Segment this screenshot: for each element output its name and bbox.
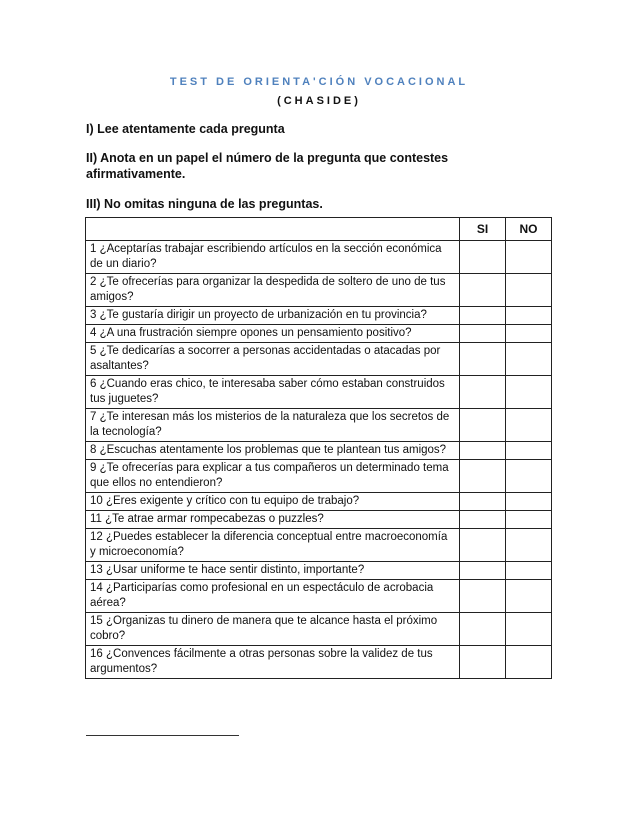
table-row <box>86 307 552 325</box>
question-text: 12 ¿Puedes establecer la diferencia conceptual entre macroeconomía y microeconomía? <box>86 529 460 562</box>
questions-body <box>86 241 552 679</box>
no-answer-cell[interactable] <box>506 646 552 679</box>
document-title: TEST DE ORIENTA'CIÓN VOCACIONAL <box>169 76 469 88</box>
no-answer-cell[interactable] <box>506 343 552 376</box>
no-column-header: NO <box>506 218 552 241</box>
instruction-1: I) Lee atentamente cada pregunta <box>86 122 285 136</box>
table-row <box>86 376 552 409</box>
table-row <box>86 646 552 679</box>
no-answer-cell[interactable] <box>506 241 552 274</box>
no-answer-cell[interactable] <box>506 274 552 307</box>
question-text: 4 ¿A una frustración siempre opones un pensamiento positivo? <box>86 325 460 343</box>
table-row <box>86 442 552 460</box>
si-answer-cell[interactable] <box>460 460 506 493</box>
si-answer-cell[interactable] <box>460 274 506 307</box>
table-row <box>86 511 552 529</box>
no-answer-cell[interactable] <box>506 613 552 646</box>
question-text: 14 ¿Participarías como profesional en un espectáculo de acrobacia aérea? <box>86 580 460 613</box>
si-answer-cell[interactable] <box>460 511 506 529</box>
table-row <box>86 325 552 343</box>
si-answer-cell[interactable] <box>460 409 506 442</box>
si-answer-cell[interactable] <box>460 562 506 580</box>
question-text: 7 ¿Te interesan más los misterios de la naturaleza que los secretos de la tecnología? <box>86 409 460 442</box>
no-answer-cell[interactable] <box>506 325 552 343</box>
question-text: 5 ¿Te dedicarías a socorrer a personas accidentadas o atacadas por asaltantes? <box>86 343 460 376</box>
si-column-header: SI <box>460 218 506 241</box>
no-answer-cell[interactable] <box>506 376 552 409</box>
question-text: 6 ¿Cuando eras chico, te interesaba saber cómo estaban construidos tus juguetes? <box>86 376 460 409</box>
si-answer-cell[interactable] <box>460 529 506 562</box>
table-row <box>86 493 552 511</box>
questions-table <box>85 217 552 679</box>
footnote-separator <box>86 735 239 736</box>
table-row <box>86 460 552 493</box>
question-text: 8 ¿Escuchas atentamente los problemas que te plantean tus amigos? <box>86 442 460 460</box>
si-answer-cell[interactable] <box>460 343 506 376</box>
question-text: 15 ¿Organizas tu dinero de manera que te alcance hasta el próximo cobro? <box>86 613 460 646</box>
si-answer-cell[interactable] <box>460 580 506 613</box>
question-text: 10 ¿Eres exigente y crítico con tu equipo de trabajo? <box>86 493 460 511</box>
no-answer-cell[interactable] <box>506 511 552 529</box>
si-answer-cell[interactable] <box>460 325 506 343</box>
question-text: 2 ¿Te ofrecerías para organizar la despedida de soltero de uno de tus amigos? <box>86 274 460 307</box>
table-row <box>86 343 552 376</box>
instruction-2: II) Anota en un papel el número de la pregunta que contestes afirmativamente. <box>86 151 449 181</box>
no-answer-cell[interactable] <box>506 562 552 580</box>
question-column-header <box>86 218 460 241</box>
si-answer-cell[interactable] <box>460 493 506 511</box>
si-answer-cell[interactable] <box>460 241 506 274</box>
document-subtitle: (CHASIDE) <box>277 95 361 107</box>
question-text: 11 ¿Te atrae armar rompecabezas o puzzles? <box>86 511 460 529</box>
si-answer-cell[interactable] <box>460 442 506 460</box>
table-row <box>86 529 552 562</box>
no-answer-cell[interactable] <box>506 409 552 442</box>
si-answer-cell[interactable] <box>460 307 506 325</box>
no-answer-cell[interactable] <box>506 580 552 613</box>
no-answer-cell[interactable] <box>506 529 552 562</box>
instruction-3: III) No omitas ninguna de las preguntas. <box>86 197 323 211</box>
table-row <box>86 274 552 307</box>
no-answer-cell[interactable] <box>506 493 552 511</box>
question-text: 1 ¿Aceptarías trabajar escribiendo artículos en la sección económica de un diario? <box>86 241 460 274</box>
table-row <box>86 562 552 580</box>
table-header-row <box>86 218 552 241</box>
table-row <box>86 580 552 613</box>
si-answer-cell[interactable] <box>460 646 506 679</box>
table-row <box>86 409 552 442</box>
no-answer-cell[interactable] <box>506 460 552 493</box>
no-answer-cell[interactable] <box>506 307 552 325</box>
table-row <box>86 613 552 646</box>
table-row <box>86 241 552 274</box>
question-text: 13 ¿Usar uniforme te hace sentir distinto, importante? <box>86 562 460 580</box>
si-answer-cell[interactable] <box>460 613 506 646</box>
question-text: 3 ¿Te gustaría dirigir un proyecto de urbanización en tu provincia? <box>86 307 460 325</box>
question-text: 9 ¿Te ofrecerías para explicar a tus compañeros un determinado tema que ellos no entendieron? <box>86 460 460 493</box>
question-text: 16 ¿Convences fácilmente a otras personas sobre la validez de tus argumentos? <box>86 646 460 679</box>
si-answer-cell[interactable] <box>460 376 506 409</box>
no-answer-cell[interactable] <box>506 442 552 460</box>
